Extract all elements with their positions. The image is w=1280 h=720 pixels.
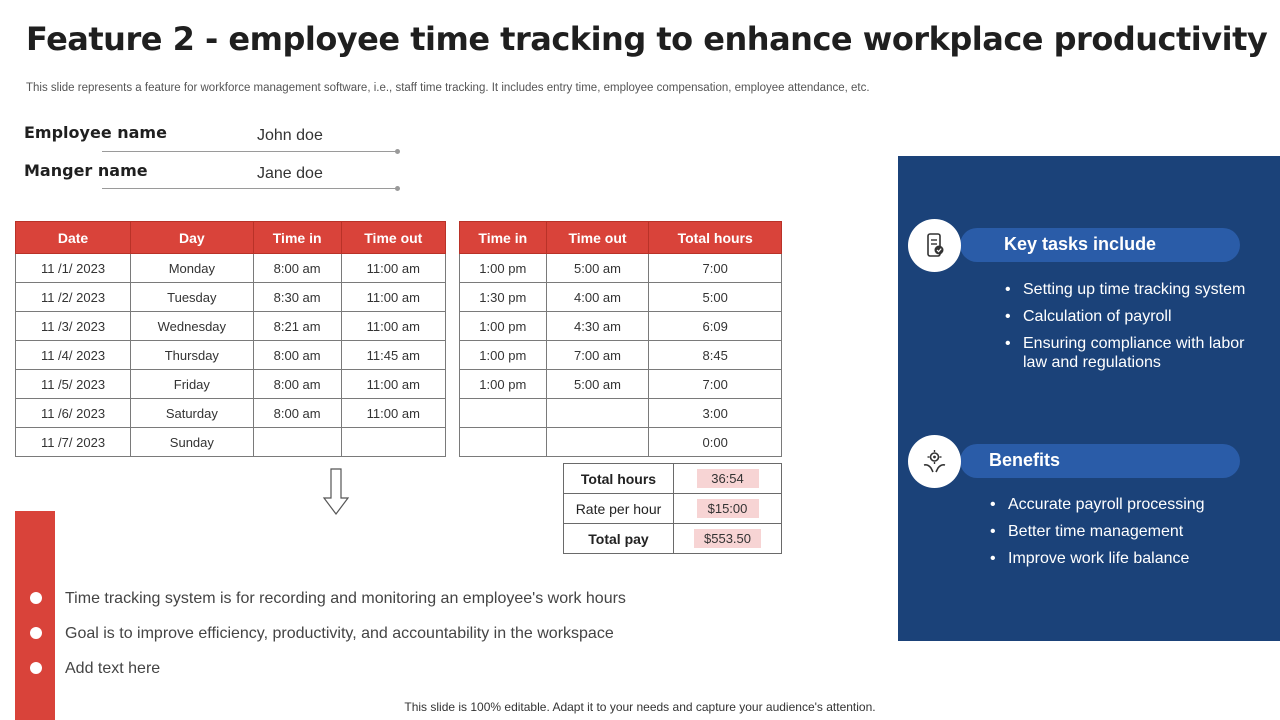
left-table-cell: 11:00 am [341, 399, 445, 428]
slide-footer: This slide is 100% editable. Adapt it to your needs and capture your audience's attention. [404, 700, 876, 714]
right-table-header-cell: Time out [546, 222, 649, 254]
left-table-cell: Saturday [131, 399, 254, 428]
table-row [16, 283, 446, 312]
right-table-cell: 1:30 pm [460, 283, 547, 312]
left-table-cell: 11 /1/ 2023 [16, 254, 131, 283]
summary-row-total-pay [564, 524, 782, 554]
right-table-cell: 7:00 [649, 370, 782, 399]
table-row [16, 341, 446, 370]
right-table-cell: 5:00 am [546, 370, 649, 399]
employee-name-underline [102, 151, 397, 152]
table-row [16, 312, 446, 341]
rate-per-hour-label: Rate per hour [564, 494, 674, 524]
employee-name-label: Employee name [24, 123, 167, 142]
table-row [460, 399, 782, 428]
key-tasks-header [960, 228, 1240, 262]
right-table-header-cell: Total hours [649, 222, 782, 254]
benefit-item: • Better time management [990, 522, 1260, 541]
benefit-item: • Accurate payroll processing [990, 495, 1260, 514]
table-row [460, 254, 782, 283]
phone-checklist-icon [908, 219, 961, 272]
key-tasks-list [1005, 280, 1260, 380]
right-table-cell: 3:00 [649, 399, 782, 428]
left-table-cell: 11 /4/ 2023 [16, 341, 131, 370]
summary-row-rate [564, 494, 782, 524]
key-tasks-title: Key tasks include [1004, 234, 1157, 254]
employee-name-value[interactable]: John doe [257, 127, 323, 144]
table-row [16, 428, 446, 457]
right-table-cell: 1:00 pm [460, 370, 547, 399]
left-table-cell: 8:00 am [253, 341, 341, 370]
left-table-header-cell: Time out [341, 222, 445, 254]
table-row [16, 370, 446, 399]
left-table-cell: Monday [131, 254, 254, 283]
left-table-cell: 11:00 am [341, 283, 445, 312]
table-row [460, 312, 782, 341]
attendance-table-afternoon [459, 221, 782, 457]
left-table-cell: 11 /3/ 2023 [16, 312, 131, 341]
right-table-cell: 7:00 am [546, 341, 649, 370]
pay-summary-table [563, 463, 782, 554]
right-table-cell: 1:00 pm [460, 254, 547, 283]
right-table-cell: 1:00 pm [460, 341, 547, 370]
left-table-cell: 8:30 am [253, 283, 341, 312]
total-hours-label: Total hours [564, 464, 674, 494]
right-table-cell: 8:45 [649, 341, 782, 370]
right-table-cell: 6:09 [649, 312, 782, 341]
right-table-cell: 4:30 am [546, 312, 649, 341]
left-table-cell: Friday [131, 370, 254, 399]
right-table-header-cell: Time in [460, 222, 547, 254]
accent-bar [15, 511, 55, 720]
bullet-text-1: Time tracking system is for recording and monitoring an employee's work hours [65, 590, 626, 607]
table-row [460, 341, 782, 370]
left-table-cell: 11 /7/ 2023 [16, 428, 131, 457]
left-table-cell: 8:00 am [253, 370, 341, 399]
key-task-item: • Setting up time tracking system [1005, 280, 1260, 299]
left-table-cell: Tuesday [131, 283, 254, 312]
right-table-cell: 7:00 [649, 254, 782, 283]
key-task-item: • Ensuring compliance with labor law and regulations [1005, 334, 1260, 372]
rate-per-hour-value: $15:00 [697, 499, 759, 518]
down-arrow-icon [322, 468, 350, 516]
bullet-text-3: Add text here [65, 660, 161, 677]
left-table-cell: 11:00 am [341, 312, 445, 341]
left-table-header-cell: Day [131, 222, 254, 254]
left-table-cell: 8:00 am [253, 399, 341, 428]
manager-name-label: Manger name [24, 161, 148, 180]
total-pay-label: Total pay [564, 524, 674, 554]
left-table-cell [341, 428, 445, 457]
benefits-list [990, 495, 1260, 576]
benefits-header [960, 444, 1240, 478]
left-table-cell: 11:00 am [341, 254, 445, 283]
bullet-dot [30, 662, 42, 674]
attendance-table-morning [15, 221, 446, 457]
table-row [16, 254, 446, 283]
bullet-text-2: Goal is to improve efficiency, productivity, and accountability in the workspace [65, 625, 614, 642]
manager-name-underline [102, 188, 397, 189]
slide-title: Feature 2 - employee time tracking to enhance workplace productivity [26, 20, 1268, 58]
left-table-cell: Thursday [131, 341, 254, 370]
left-table-header-cell: Time in [253, 222, 341, 254]
left-table-cell: 11 /2/ 2023 [16, 283, 131, 312]
right-table-cell: 5:00 [649, 283, 782, 312]
left-table-cell: 11:45 am [341, 341, 445, 370]
table-row [460, 283, 782, 312]
table-row [460, 370, 782, 399]
right-table-cell [546, 399, 649, 428]
summary-row-total-hours [564, 464, 782, 494]
table-row [460, 428, 782, 457]
left-table-cell: 8:00 am [253, 254, 341, 283]
right-table-cell: 1:00 pm [460, 312, 547, 341]
total-pay-value: $553.50 [694, 529, 761, 548]
left-table-cell: 11 /6/ 2023 [16, 399, 131, 428]
benefits-title: Benefits [989, 450, 1061, 470]
left-table-cell: 8:21 am [253, 312, 341, 341]
table-row [16, 399, 446, 428]
left-table-cell: Sunday [131, 428, 254, 457]
left-table-cell: 11:00 am [341, 370, 445, 399]
right-table-cell [460, 399, 547, 428]
manager-name-value[interactable]: Jane doe [257, 165, 323, 182]
bullet-dot [30, 592, 42, 604]
key-task-item: • Calculation of payroll [1005, 307, 1260, 326]
total-hours-value: 36:54 [697, 469, 759, 488]
right-table-cell [546, 428, 649, 457]
bullet-dot [30, 627, 42, 639]
left-table-cell: 11 /5/ 2023 [16, 370, 131, 399]
benefit-item: • Improve work life balance [990, 549, 1260, 568]
right-table-cell: 5:00 am [546, 254, 649, 283]
hands-gear-icon [908, 435, 961, 488]
slide-subtitle: This slide represents a feature for workforce management software, i.e., staff time tracking. It includes entry time, employee compensation, employee attendance, etc. [26, 82, 870, 94]
right-table-cell: 4:00 am [546, 283, 649, 312]
right-table-cell [460, 428, 547, 457]
right-table-cell: 0:00 [649, 428, 782, 457]
left-table-cell: Wednesday [131, 312, 254, 341]
left-table-cell [253, 428, 341, 457]
left-table-header-cell: Date [16, 222, 131, 254]
